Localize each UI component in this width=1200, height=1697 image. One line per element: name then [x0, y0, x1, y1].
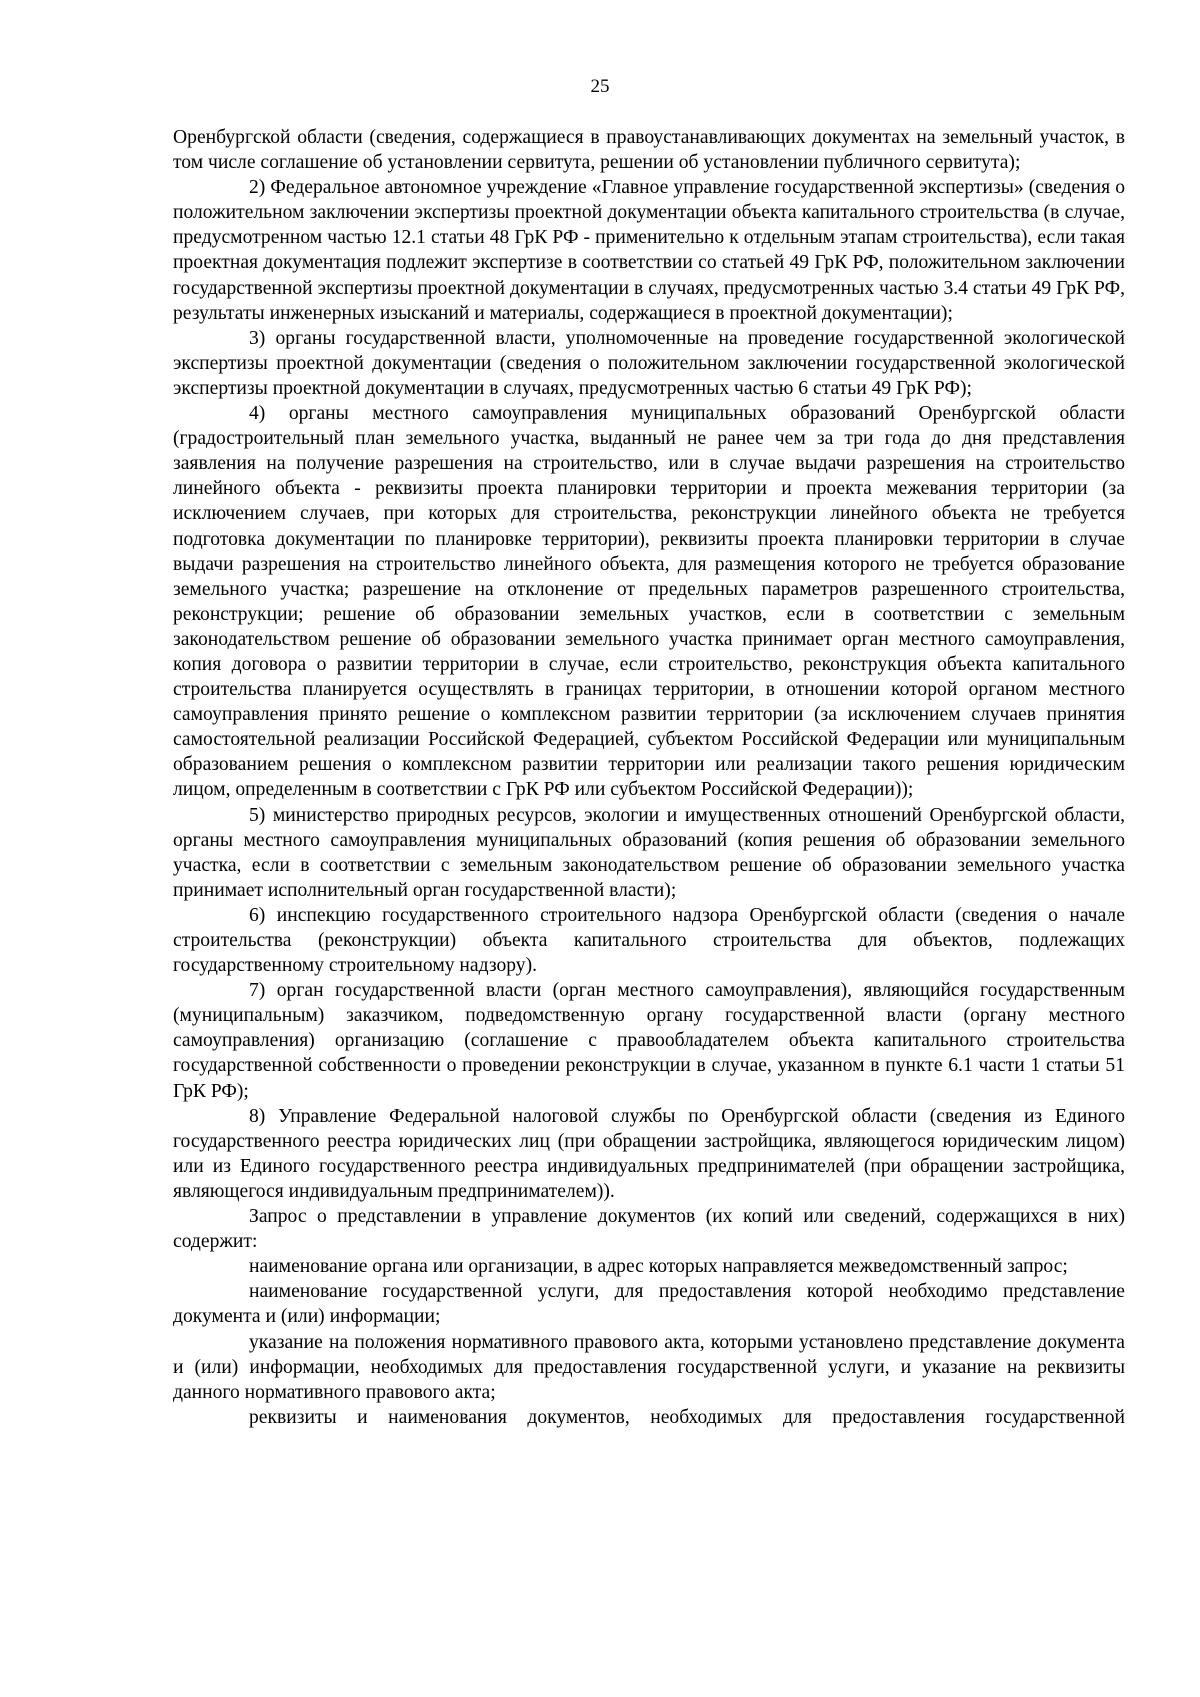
- paragraph-request-organ: наименование органа или организации, в адрес которых направляется межведомственный запрос;: [249, 1256, 1068, 1278]
- paragraph-item-4: 4) органы местного самоуправления муниципальных образований Оренбургской области (градостроительный план земельного участка, выданный не ранее чем за три года до дня представления заявления на получение разрешения на строительство, или в случае выдачи разрешения на строительство линейного объекта - реквизиты проекта планировки территории и проекта межевания территории (за исключением случаев, при которых для строительства, реконструкции линейного объекта не требуется подготовка документации по планировке территории), реквизиты проекта планировки территории в случае выдачи разрешения на строительство линейного объекта, для размещения которого не требуется образование земельного участка; разрешение на отклонение от предельных параметров разрешенного строительства, реконструкции; решение об образовании земельных участков, если в соответствии с земельным законодательством решение об образовании земельного участка принимает орган местного самоуправления, копия договора о развитии территории в случае, если строительство, реконструкция объекта капитального строительства планируется осуществлять в границах территории, в отношении которой органом местного самоуправления принято решение о комплексном развитии территории (за исключением случаев принятия самостоятельной реализации Российской Федерацией, субъектом Российской Федерации или муниципальным образованием решения о комплексном развитии территории или реализации такого решения юридическим лицом, определенным в соответствии с ГрК РФ или субъектом Российской Федерации));: [173, 403, 1125, 801]
- paragraph-item-2: 2) Федеральное автономное учреждение «Главное управление государственной экспертизы» (сведения о положительном заключении экспертизы проектной документации объекта капитального строительства (в случае, предусмотренном частью 12.1 статьи 48 ГрК РФ - применительно к отдельным этапам строительства), если такая проектная документация подлежит экспертизе в соответствии со статьей 49 ГрК РФ, положительном заключении государственной экспертизы проектной документации в случаях, предусмотренных частью 3.4 статьи 49 ГрК РФ, результаты инженерных изысканий и материалы, содержащиеся в проектной документации);: [173, 177, 1125, 324]
- paragraph-request-legal-act: указание на положения нормативного правового акта, которыми установлено представление документа и (или) информации, необходимых для предоставления государственной услуги, и указание на реквизиты данного нормативного правового акта;: [173, 1331, 1125, 1403]
- paragraph-request-service: наименование государственной услуги, для предоставления которой необходимо представление документа и (или) информации;: [173, 1281, 1125, 1328]
- paragraph-request-documents: реквизиты и наименования документов, необходимых для предоставления государственной: [249, 1406, 1125, 1428]
- paragraph-item-3: 3) органы государственной власти, уполномоченные на проведение государственной экологической экспертизы проектной документации (сведения о положительном заключении государственной экологической экспертизы проектной документации в случаях, предусмотренных частью 6 статьи 49 ГрК РФ);: [173, 327, 1125, 399]
- document-body: [173, 125, 1125, 1430]
- paragraph-request-intro: Запрос о представлении в управление документов (их копий или сведений, содержащихся в них) содержит:: [173, 1206, 1125, 1253]
- paragraph-item-7: 7) орган государственной власти (орган местного самоуправления), являющийся государственным (муниципальным) заказчиком, подведомственную органу государственной власти (органу местного самоуправления) организацию (соглашение с правообладателем объекта капитального строительства государственной собственности о проведении реконструкции в случае, указанном в пункте 6.1 части 1 статьи 51 ГрК РФ);: [173, 980, 1125, 1102]
- paragraph-item-8: 8) Управление Федеральной налоговой службы по Оренбургской области (сведения из Единого государственного реестра юридических лиц (при обращении застройщика, являющегося юридическим лицом) или из Единого государственного реестра индивидуальных предпринимателей (при обращении застройщика, являющегося индивидуальным предпринимателем)).: [173, 1105, 1125, 1202]
- page-number: 25: [590, 76, 610, 97]
- paragraph-item-6: 6) инспекцию государственного строительного надзора Оренбургской области (сведения о начале строительства (реконструкции) объекта капитального строительства для объектов, подлежащих государственному строительному надзору).: [173, 904, 1125, 977]
- paragraph-continuation: Оренбургской области (сведения, содержащиеся в правоустанавливающих документах на земельный участок, в том числе соглашение об установлении сервитута, решении об установлении публичного сервитута);: [173, 127, 1125, 174]
- paragraph-item-5: 5) министерство природных ресурсов, экологии и имущественных отношений Оренбургской области, органы местного самоуправления муниципальных образований (копия решения об образовании земельного участка, если в соответствии с земельным законодательством решение об образовании земельного участка принимает исполнительный орган государственной власти);: [173, 804, 1125, 901]
